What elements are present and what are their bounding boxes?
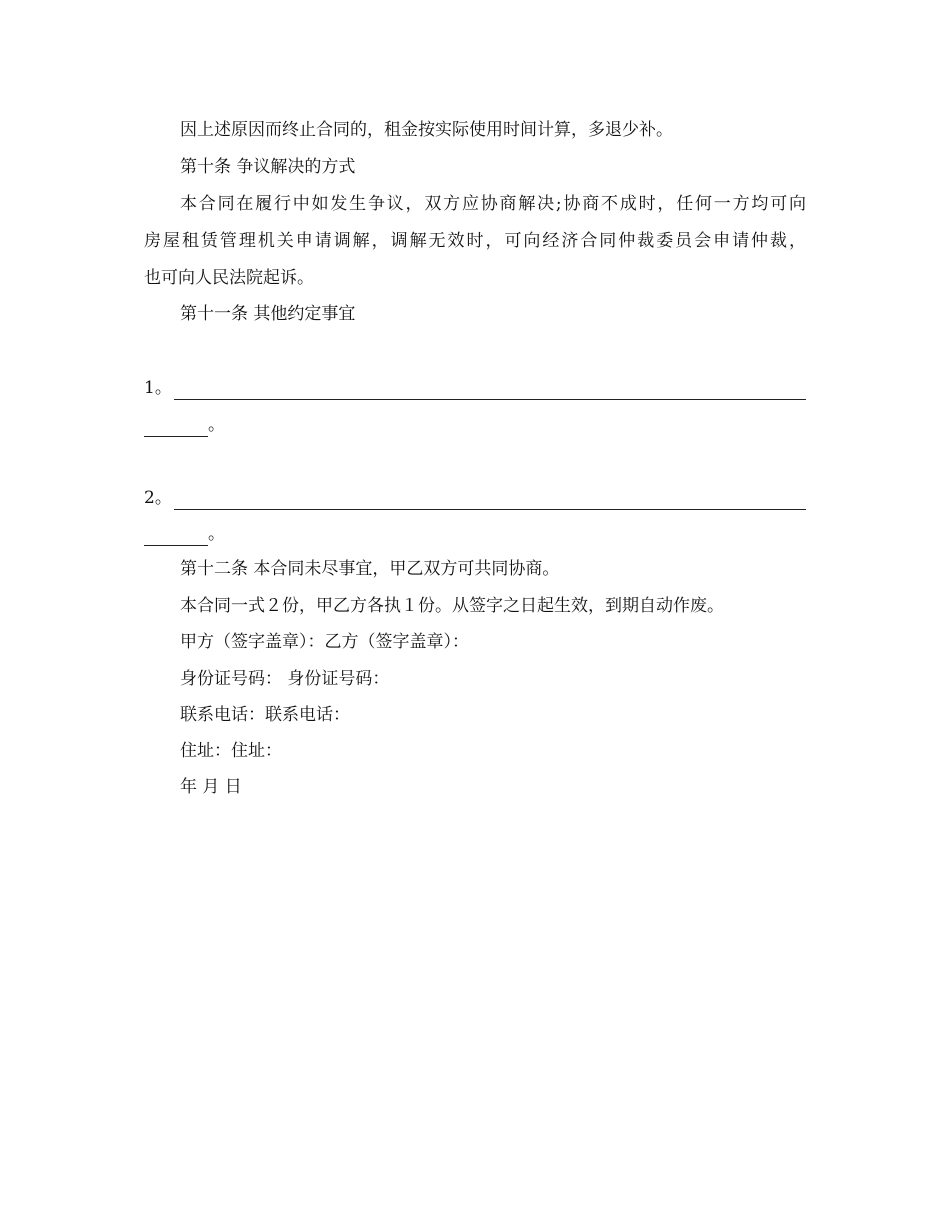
article-10-line-3: 也可向人民法院起诉。 <box>144 268 314 288</box>
item-1-number: 1。 <box>144 378 172 398</box>
phone-line: 联系电话：联系电话： <box>180 705 350 725</box>
item-1-period: 。 <box>208 415 225 435</box>
item-2-blank-end <box>144 529 208 546</box>
copies-clause: 本合同一式２份，甲乙方各执１份。从签字之日起生效，到期自动作废。 <box>180 596 724 616</box>
item-2-period: 。 <box>208 524 225 544</box>
article-10-line-1: 本合同在履行中如发生争议，双方应协商解决;协商不成时，任何一方均可向 <box>180 194 806 214</box>
paragraph-termination-rent: 因上述原因而终止合同的，租金按实际使用时间计算，多退少补。 <box>180 120 673 140</box>
item-1-continuation <box>144 413 225 437</box>
item-2-blank <box>174 493 806 510</box>
item-1-line <box>144 376 806 400</box>
article-11-title: 第十一条 其他约定事宜 <box>180 304 356 324</box>
item-2-line <box>144 486 806 510</box>
article-12: 第十二条 本合同未尽事宜，甲乙双方可共同协商。 <box>180 559 560 579</box>
article-10-line-2: 房屋租赁管理机关申请调解，调解无效时，可向经济合同仲裁委员会申请仲裁， <box>144 231 806 251</box>
item-2-continuation <box>144 522 225 546</box>
item-1-blank <box>174 383 806 400</box>
date-line: 年 月 日 <box>180 777 242 797</box>
item-2-number: 2。 <box>144 488 172 508</box>
address-line: 住址：住址： <box>180 741 282 761</box>
signature-line: 甲方（签字盖章）：乙方（签字盖章）： <box>180 632 469 652</box>
id-number-line: 身份证号码： 身份证号码： <box>180 669 390 689</box>
item-1-blank-end <box>144 420 208 437</box>
article-10-title: 第十条 争议解决的方式 <box>180 157 356 177</box>
